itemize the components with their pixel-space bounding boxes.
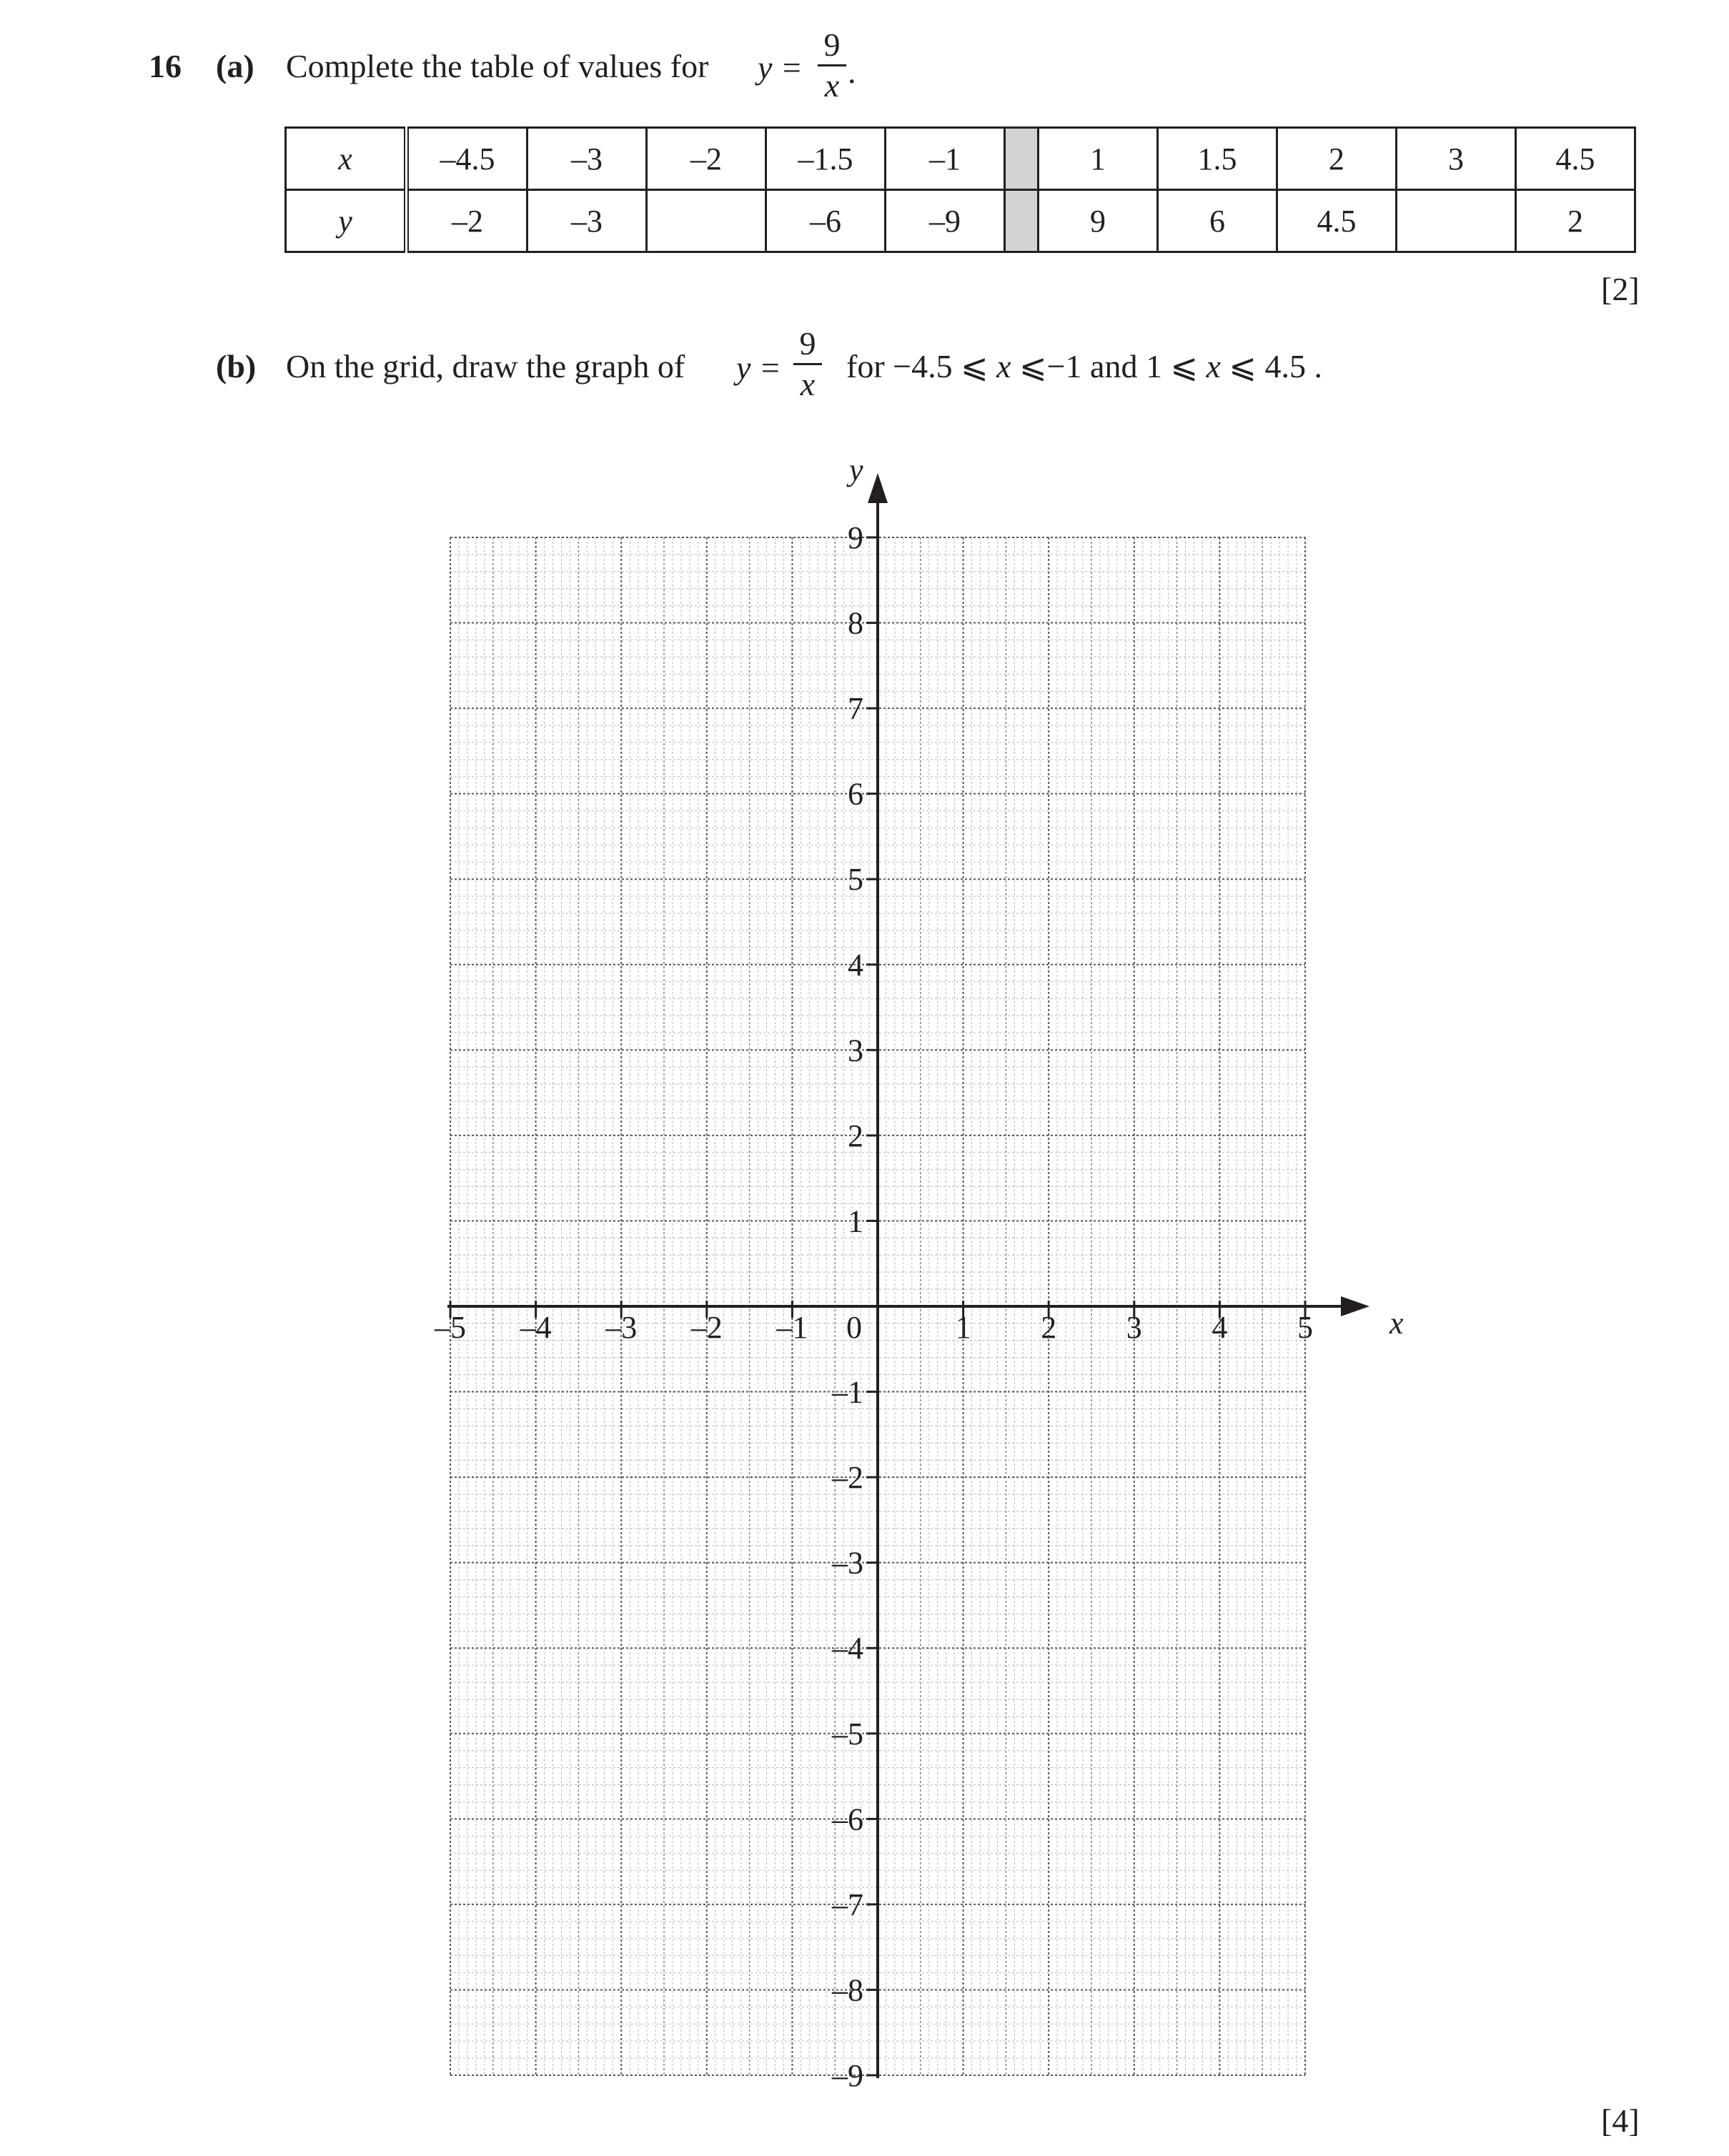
x-tick-label: 4	[1212, 1310, 1228, 1345]
part-a-equation-end: .	[848, 54, 856, 90]
axis-tick-labels	[434, 452, 1404, 2093]
range-start: for −4.5 ⩽	[846, 348, 989, 384]
x-axis-label: x	[1389, 1306, 1404, 1341]
y-tick-label: 6	[848, 776, 863, 812]
fraction-numerator: 9	[799, 325, 816, 362]
y-tick-label: 1	[848, 1203, 863, 1239]
y-tick-label: –4	[832, 1631, 863, 1666]
y-axis-label: y	[849, 452, 863, 487]
part-a-equation-lhs: y =	[758, 49, 803, 86]
fraction-denominator: x	[800, 366, 816, 402]
x-cell: –1	[886, 128, 1005, 190]
range-middle: ⩽−1 and 1 ⩽	[1019, 348, 1198, 384]
fraction-numerator: 9	[823, 26, 841, 63]
x-tick-label: –1	[776, 1310, 808, 1345]
part-a-instruction: Complete the table of values for	[286, 48, 709, 84]
y-cell: 9	[1039, 190, 1158, 252]
y-cell: 2	[1516, 190, 1635, 252]
x-tick-label: –4	[520, 1310, 552, 1345]
y-cell: –2	[407, 190, 527, 252]
y-tick-label: 9	[848, 520, 863, 555]
x-tick-label: –3	[605, 1310, 638, 1345]
x-tick-label: –5	[435, 1310, 466, 1345]
axes	[447, 473, 1369, 2078]
x-cell: –4.5	[407, 128, 527, 190]
question-number: 16	[149, 48, 182, 84]
y-tick-label: 7	[848, 691, 863, 727]
x-tick-label: 2	[1041, 1310, 1057, 1345]
x-tick-label: 1	[955, 1310, 971, 1345]
part-b-marks: [4]	[1601, 2102, 1640, 2139]
row-header-x: x	[286, 128, 407, 190]
y-tick-label: –6	[832, 1802, 863, 1837]
y-tick-label: –1	[832, 1374, 863, 1410]
x-cell: –1.5	[766, 128, 886, 190]
x-cell: –3	[527, 128, 647, 190]
y-tick-label: 4	[848, 947, 863, 983]
range-end: ⩽ 4.5 .	[1229, 348, 1322, 384]
x-cell: 3	[1397, 128, 1516, 190]
x-tick-label: –2	[690, 1310, 723, 1345]
y-tick-label: –5	[832, 1716, 863, 1752]
part-b-label: (b)	[216, 348, 257, 384]
range-variable: x	[996, 348, 1011, 384]
y-cell: 4.5	[1277, 190, 1397, 252]
x-cell: –2	[647, 128, 766, 190]
x-cell: 2	[1277, 128, 1397, 190]
y-cell: –9	[886, 190, 1005, 252]
y-cell: –3	[527, 190, 647, 252]
range-variable: x	[1206, 348, 1221, 384]
y-axis-arrow	[868, 473, 888, 503]
part-a-marks: [2]	[1601, 271, 1640, 307]
x-tick-label: 5	[1297, 1310, 1313, 1345]
y-tick-label: –8	[832, 1972, 863, 2008]
x-cell: 1.5	[1158, 128, 1277, 190]
fraction-denominator: x	[824, 67, 840, 104]
y-tick-label: –9	[832, 2058, 863, 2093]
x-tick-label: 0	[846, 1310, 862, 1345]
x-cell: 1	[1039, 128, 1158, 190]
part-b-instruction: On the grid, draw the graph of	[286, 348, 685, 384]
y-tick-label: 5	[848, 862, 863, 898]
y-tick-label: 2	[848, 1118, 863, 1153]
y-tick-label: –3	[832, 1545, 863, 1581]
y-cell: 6	[1158, 190, 1277, 252]
row-header-y: y	[286, 190, 407, 252]
y-tick-label: –7	[832, 1887, 863, 1922]
y-cell: –6	[766, 190, 886, 252]
x-axis-arrow	[1341, 1296, 1369, 1316]
y-tick-label: –2	[832, 1460, 863, 1496]
x-cell: 4.5	[1516, 128, 1635, 190]
part-b-equation-lhs: y =	[736, 349, 781, 386]
y-tick-label: 8	[848, 605, 863, 641]
y-tick-label: 3	[848, 1033, 863, 1068]
part-a-label: (a)	[216, 48, 254, 84]
x-tick-label: 3	[1126, 1310, 1142, 1345]
